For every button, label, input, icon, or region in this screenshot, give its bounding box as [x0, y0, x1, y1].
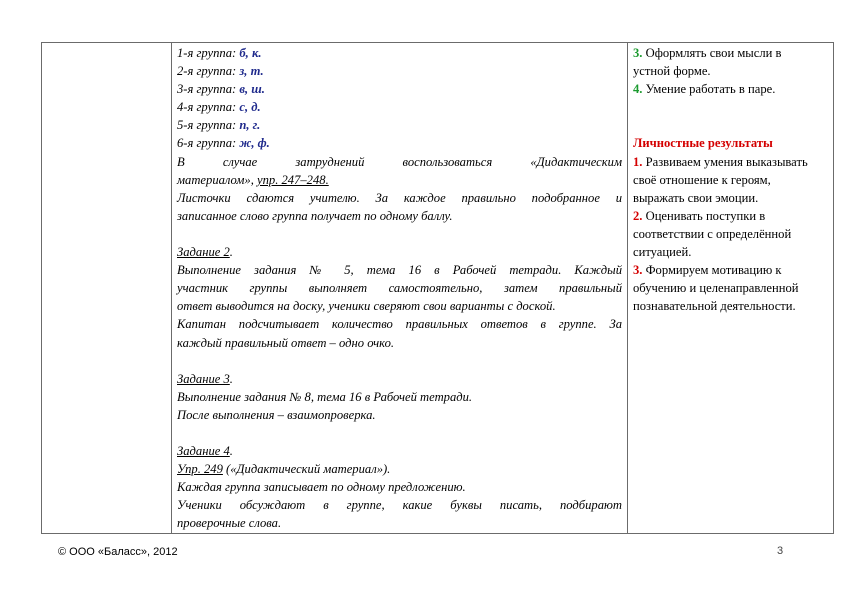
- result-item: 3. Формируем мотивацию к: [633, 263, 782, 278]
- group-line: 6-я группа: ж, ф.: [177, 136, 270, 151]
- stage-cell: [42, 43, 172, 534]
- task-text: Упр. 249 («Дидактический материал»).: [177, 462, 391, 477]
- result-item: 2. Оценивать поступки в: [633, 208, 766, 223]
- task-text: каждый правильный ответ – одно очко.: [177, 335, 395, 350]
- task-text: Капитан подсчитывает количество правильных ответов в группе. За: [177, 317, 622, 332]
- result-item: своё отношение к героям,: [633, 172, 771, 187]
- result-item: 4. Умение работать в паре.: [633, 82, 776, 97]
- result-item: 3. Оформлять свои мысли в: [633, 46, 782, 60]
- help-text: В случае затруднений воспользоваться «Дидактическим: [177, 154, 622, 169]
- group-line: 4-я группа: с, д.: [177, 100, 261, 115]
- result-item: выражать свои эмоции.: [633, 190, 759, 205]
- submit-text: записанное слово группа получает по одному баллу.: [177, 208, 453, 223]
- group-line: 2-я группа: з, т.: [177, 64, 264, 79]
- group-line: 3-я группа: в, ш.: [177, 82, 265, 97]
- result-item: соответствии с определённой: [633, 226, 792, 241]
- result-item: познавательной деятельности.: [633, 299, 796, 314]
- task-title: Задание 3.: [177, 371, 233, 386]
- task-text: ответ выводится на доску, ученики сверяют свои варианты с доской.: [177, 299, 556, 314]
- task-title: Задание 4.: [177, 444, 233, 459]
- task-text: проверочные слова.: [177, 516, 282, 531]
- task-text: После выполнения – взаимопроверка.: [177, 407, 376, 422]
- results-cell: [628, 43, 834, 534]
- task-text: Каждая группа записывает по одному предложению.: [177, 480, 466, 495]
- help-text: материалом», упр. 247–248.: [177, 172, 329, 187]
- task-text: Выполнение задания № 5, тема 16 в Рабочей тетради. Каждый: [177, 263, 622, 278]
- activity-cell: [172, 43, 628, 534]
- result-item: 1. Развиваем умения выказывать: [633, 154, 808, 169]
- personal-results-title: Личностные результаты: [633, 136, 773, 151]
- result-item: обучению и целенаправленной: [633, 281, 799, 296]
- task-text: Ученики обсуждают в группе, какие буквы писать, подбирают: [177, 498, 622, 513]
- exercise-ref: упр. 247–248.: [257, 172, 329, 187]
- group-line: 1-я группа: б, к.: [177, 46, 262, 60]
- group-line: 5-я группа: п, г.: [177, 118, 261, 133]
- copyright-footer: © ООО «Баласс», 2012: [58, 546, 178, 558]
- result-item: ситуацией.: [633, 245, 692, 260]
- task-title: Задание 2.: [177, 245, 233, 260]
- submit-text: Листочки сдаются учителю. За каждое правильно подобранное и: [177, 190, 622, 205]
- page-number: 3: [777, 545, 784, 557]
- table-row: [42, 43, 834, 534]
- task-text: участник группы выполняет самостоятельно, затем правильный: [177, 281, 622, 296]
- lesson-table: [41, 42, 834, 534]
- task-text: Выполнение задания № 8, тема 16 в Рабочей тетради.: [177, 389, 473, 404]
- result-item: устной форме.: [633, 64, 711, 79]
